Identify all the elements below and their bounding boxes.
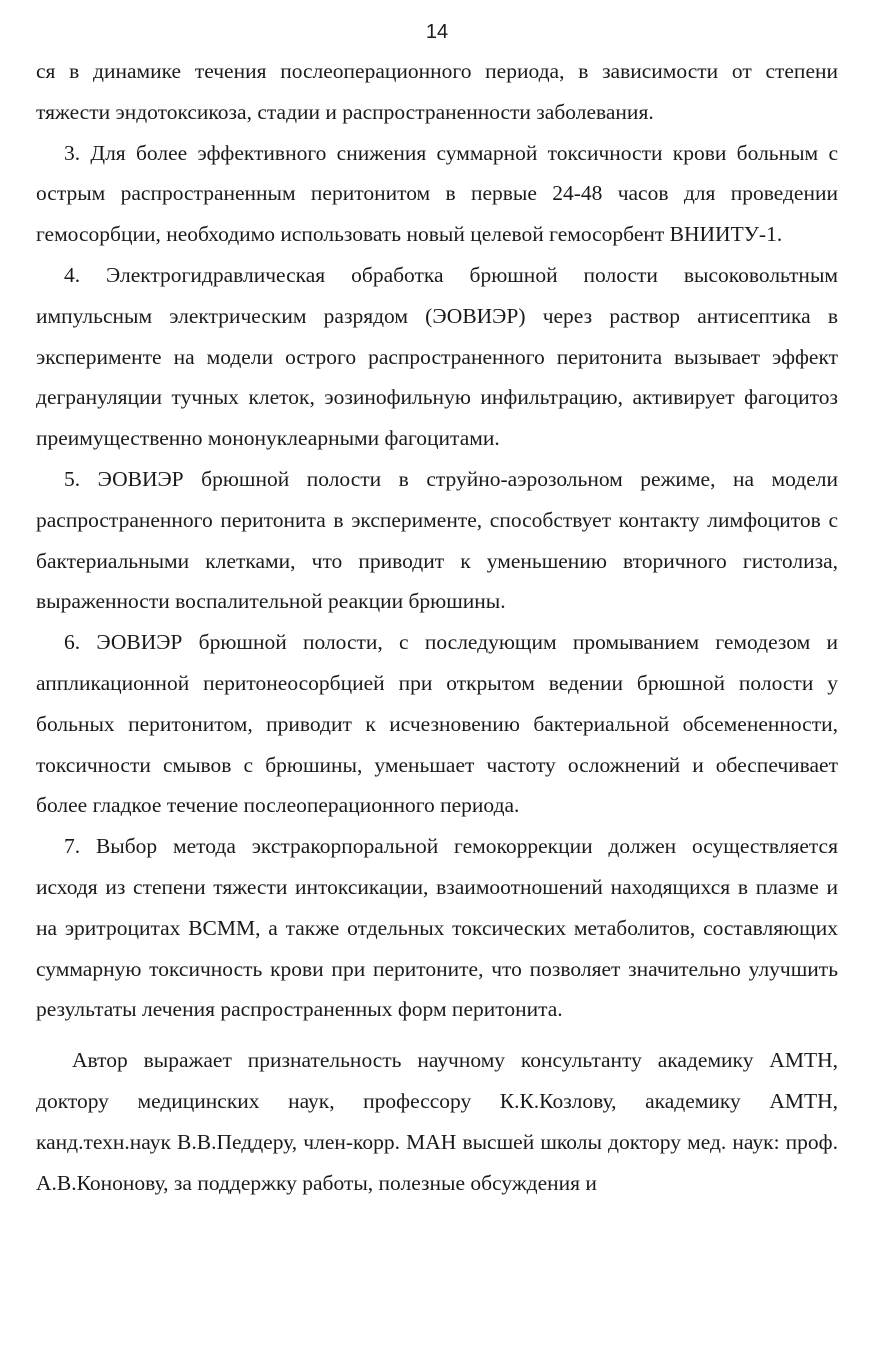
page-number: 14 [425, 21, 449, 43]
paragraph-acknowledgement: Автор выражает признательность научному консультанту академику АМТН, доктору медицинских наук, профессору К.К.Козлову, академику АМТН, канд.техн.наук В.В.Педдеру, член-корр. МАН высшей школы доктору мед. наук: проф. А.В.Кононову, за поддержку работы, полезные обсуждения и [36, 1048, 838, 1195]
paragraph-item-6: 6. ЭОВИЭР брюшной полости, с последующим промыванием гемодезом и аппликационной перитонеосорбцией при открытом ведении брюшной полости у больных перитонитом, приводит к исчезновению бактериальной обсемененности, токсичности смывов с брюшины, уменьшает частоту осложнений и обеспечивает более гладкое течение послеоперационного периода. [36, 630, 838, 818]
paragraph-item-7: 7. Выбор метода экстракорпоральной гемокоррекции должен осуществляется исходя из степени тяжести интоксикации, взаимоотношений находящихся в плазме и на эритроцитах ВСММ, а также отдельных токсических метаболитов, составляющих суммарную токсичность крови при перитоните, что позволяет значительно улучшить результаты лечения распространенных форм перитонита. [36, 834, 838, 1022]
paragraph-item-5: 5. ЭОВИЭР брюшной полости в струйно-аэрозольном режиме, на модели распространенного перитонита в эксперименте, способствует контакту лимфоцитов с бактериальными клетками, что приводит к уменьшению вторичного гистолиза, выраженности воспалительной реакции брюшины. [36, 466, 838, 614]
paragraph-continuation: ся в динамике течения послеоперационного периода, в зависимости от степени тяжести эндотоксикоза, стадии и распространенности заболевания. [36, 59, 838, 124]
paragraph-item-4: 4. Электрогидравлическая обработка брюшной полости высоковольтным импульсным электрическим разрядом (ЭОВИЭР) через раствор антисептика в эксперименте на модели острого распространенного перитонита вызывает эффект дегрануляции тучных клеток, эозинофильную инфильтрацию, активирует фагоцитоз преимущественно мононуклеарными фагоцитами. [36, 262, 838, 451]
text-body [36, 51, 838, 1203]
paragraph-item-3: 3. Для более эффективного снижения суммарной токсичности крови больным с острым распространенным перитонитом в первые 24-48 часов для проведении гемосорбции, необходимо использовать новый целевой гемосорбент ВНИИТУ-1. [36, 140, 838, 247]
